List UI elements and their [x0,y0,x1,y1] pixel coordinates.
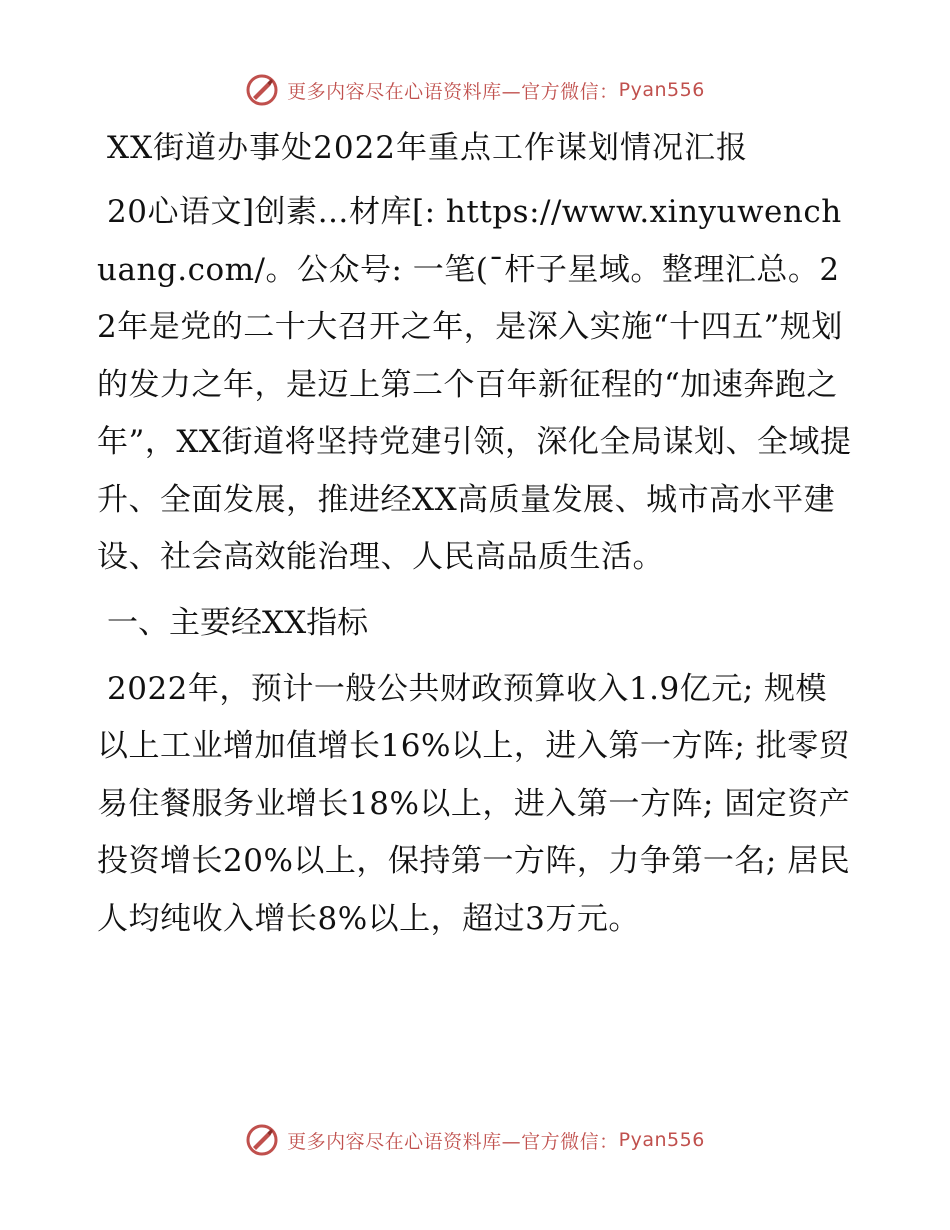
watermark-wechat-id: Pyan556 [618,1129,705,1151]
intro-paragraph: 20心语文]创素…材库[: https://www.xinyuwenchuang.com/。公众号: 一笔(¯杆子星域。整理汇总。22年是党的二十大召开之年，是深入实施“十四五”规划的发力之年，是迈上第二个百年新征程的“加速奔跑之年”，XX街道将坚持党建引领，深化全局谋划、全域提升、全面发展，推进经XX高质量发展、城市高水平建设、社会高效能治理、人民高品质生活。 [97,194,852,575]
section-paragraph: 2022年，预计一般公共财政预算收入1.9亿元; 规模以上工业增加值增长16%以上，进入第一方阵; 批零贸易住餐服务业增长18%以上，进入第一方阵; 固定资产投资增长20%以上，保持第一方阵，力争第一名; 居民人均纯收入增长8%以上，超过3万元。 [97,670,851,937]
footer-watermark [0,1120,950,1160]
document-body [97,120,857,956]
header-watermark [0,70,950,110]
pen-logo-icon [245,73,279,107]
document-title: XX街道办事处2022年重点工作谋划情况汇报 [107,130,749,166]
section-heading: 一、主要经XX指标 [107,604,369,641]
pen-logo-icon [245,1123,279,1157]
watermark-text: 更多内容尽在心语资料库—官方微信： [287,80,619,103]
watermark-text: 更多内容尽在心语资料库—官方微信： [287,1130,619,1153]
watermark-wechat-id: Pyan556 [618,79,705,101]
